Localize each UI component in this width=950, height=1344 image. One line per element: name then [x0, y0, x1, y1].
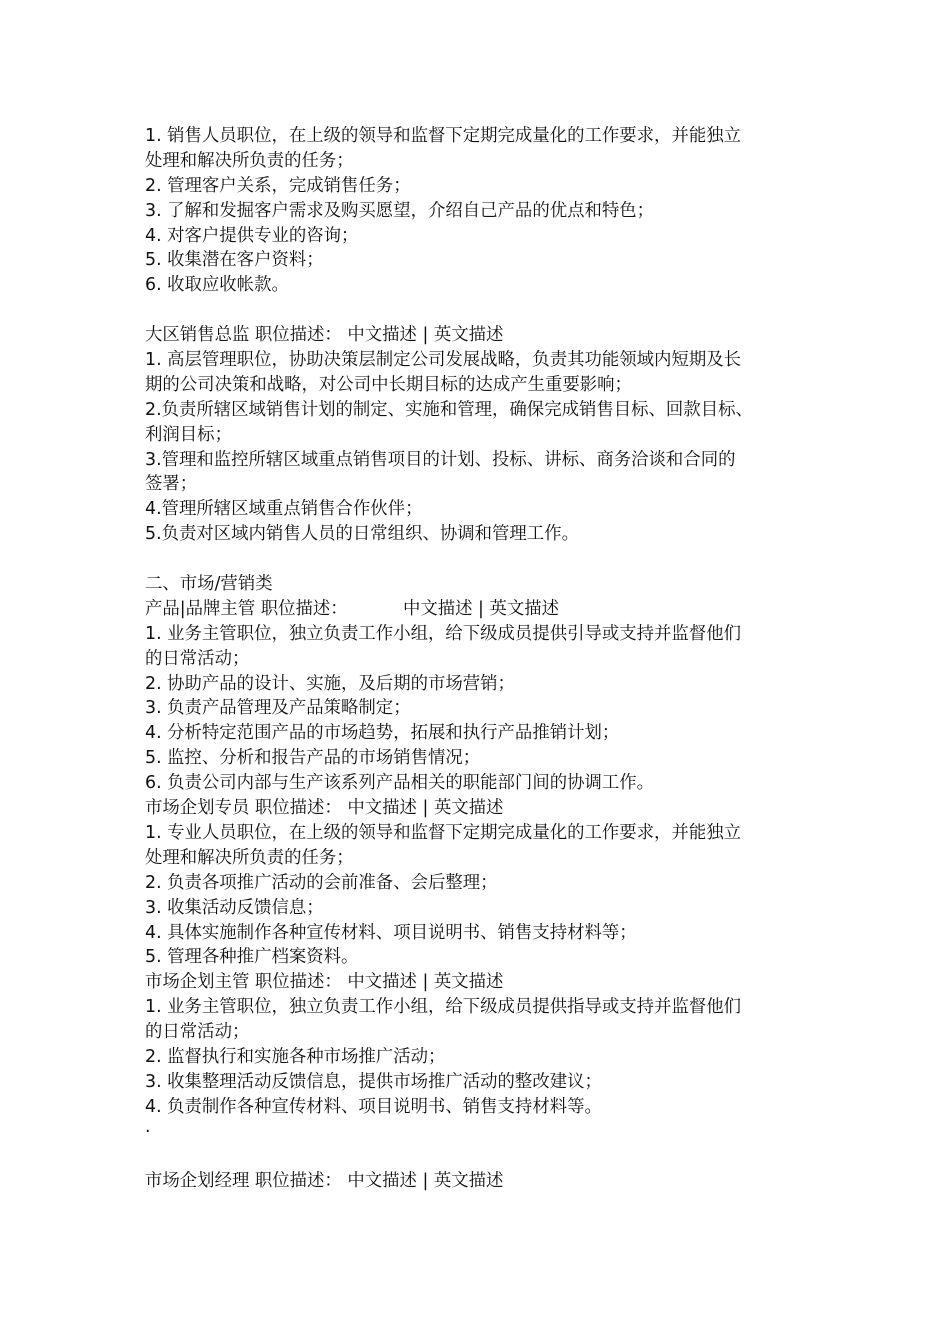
blank-line	[145, 298, 815, 323]
text-line: 处理和解决所负责的任务；	[145, 150, 354, 171]
text-line: 5. 监控、分析和报告产品的市场销售情况；	[145, 748, 481, 769]
text-line: 市场企划经理 职位描述： 中文描述 | 英文描述	[145, 1171, 504, 1192]
text-line: 5. 管理各种推广档案资料。	[145, 947, 359, 968]
text-line: 市场企划主管 职位描述： 中文描述 | 英文描述	[145, 972, 504, 993]
text-line: 二、市场/营销类	[145, 574, 273, 595]
text-line: 处理和解决所负责的任务；	[145, 847, 354, 868]
text-line: 产品|品牌主管 职位描述： 中文描述 | 英文描述	[145, 598, 560, 619]
text-line: 1. 业务主管职位，独立负责工作小组，给下级成员提供指导或支持并监督他们	[145, 997, 742, 1018]
text-line: 4. 对客户提供专业的咨询；	[145, 225, 359, 246]
text-line: 3. 收集活动反馈信息；	[145, 897, 324, 918]
text-line: 4. 分析特定范围产品的市场趋势，拓展和执行产品推销计划；	[145, 723, 620, 744]
text-line: 2. 负责各项推广活动的会前准备、会后整理；	[145, 872, 498, 893]
text-line: 4. 负责制作各种宣传材料、项目说明书、销售支持材料等。	[145, 1096, 602, 1117]
document-body	[145, 124, 815, 1194]
text-line: 市场企划专员 职位描述： 中文描述 | 英文描述	[145, 798, 504, 819]
text-line: 3. 了解和发掘客户需求及购买愿望，介绍自己产品的优点和特色；	[145, 200, 655, 221]
blank-line	[145, 547, 815, 572]
text-line: 的日常活动；	[145, 648, 250, 669]
text-line: 2.负责所辖区域销售计划的制定、实施和管理，确保完成销售目标、回款目标、	[145, 399, 753, 420]
blank-line	[145, 1145, 815, 1170]
text-line: 利润目标；	[145, 424, 232, 445]
text-line: 1. 销售人员职位，在上级的领导和监督下定期完成量化的工作要求，并能独立	[145, 126, 742, 146]
text-line: 5. 收集潜在客户资料；	[145, 250, 324, 271]
text-line: 5.负责对区域内销售人员的日常组织、协调和管理工作。	[145, 524, 579, 545]
text-line: 3. 负责产品管理及产品策略制定；	[145, 698, 411, 719]
text-line: 的日常活动；	[145, 1022, 250, 1043]
text-line: 1. 业务主管职位，独立负责工作小组，给下级成员提供引导或支持并监督他们	[145, 623, 742, 644]
text-line: 签署；	[145, 474, 198, 495]
text-line: 6. 负责公司内部与生产该系列产品相关的职能部门间的协调工作。	[145, 773, 655, 794]
text-line: 4.管理所辖区域重点销售合作伙伴；	[145, 499, 423, 520]
text-line: 6. 收取应收帐款。	[145, 275, 289, 296]
text-line: 期的公司决策和战略，对公司中长期目标的达成产生重要影响；	[145, 374, 632, 395]
text-line: 大区销售总监 职位描述： 中文描述 | 英文描述	[145, 325, 504, 346]
text-line: ·	[145, 1121, 151, 1142]
text-line: 4. 具体实施制作各种宣传材料、项目说明书、销售支持材料等；	[145, 922, 637, 943]
text-line: 3.管理和监控所辖区域重点销售项目的计划、投标、讲标、商务洽谈和合同的	[145, 449, 736, 470]
text-line: 2. 监督执行和实施各种市场推广活动；	[145, 1046, 446, 1067]
text-line: 3. 收集整理活动反馈信息，提供市场推广活动的整改建议；	[145, 1071, 602, 1092]
text-line: 2. 协助产品的设计、实施，及后期的市场营销；	[145, 673, 515, 694]
text-line: 1. 高层管理职位，协助决策层制定公司发展战略，负责其功能领域内短期及长	[145, 350, 742, 371]
text-line: 2. 管理客户关系，完成销售任务；	[145, 175, 411, 196]
text-line: 1. 专业人员职位，在上级的领导和监督下定期完成量化的工作要求，并能独立	[145, 822, 742, 843]
